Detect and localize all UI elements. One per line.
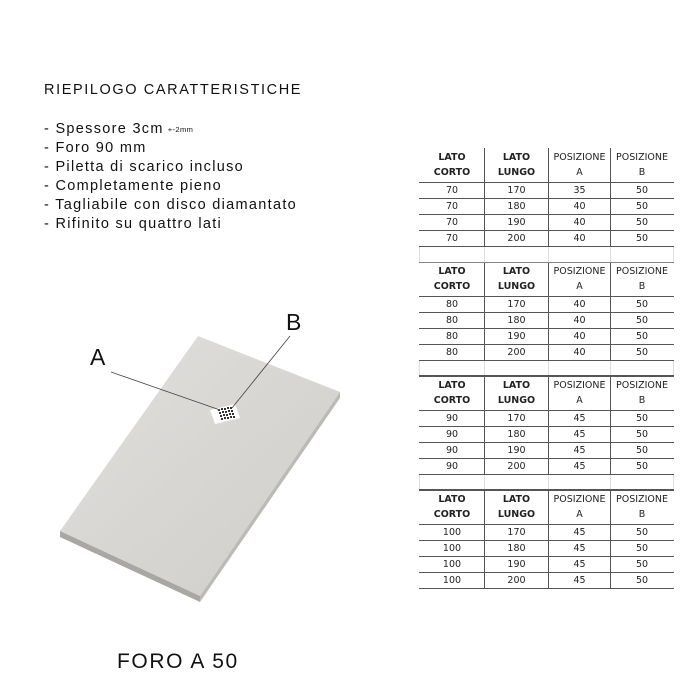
cell: 170 — [485, 410, 549, 426]
cell: 40 — [549, 344, 611, 360]
cell: 40 — [549, 312, 611, 328]
cell: 70 — [420, 214, 485, 230]
cell: 90 — [420, 442, 485, 458]
cell: 100 — [420, 524, 485, 540]
cell: 50 — [611, 214, 674, 230]
shower-tray-illustration — [0, 300, 360, 610]
cell: 100 — [420, 572, 485, 588]
cell: 100 — [420, 540, 485, 556]
position-a-label: A — [90, 344, 106, 370]
table-row — [420, 230, 674, 246]
cell: 40 — [549, 214, 611, 230]
cell: 70 — [420, 182, 485, 198]
cell: 50 — [611, 540, 674, 556]
cell: 50 — [611, 312, 674, 328]
cell: 190 — [485, 328, 549, 344]
cell: 200 — [485, 572, 549, 588]
header-lato-lungo: LATO LUNGO — [485, 376, 549, 410]
feature-item: - Tagliabile con disco diamantato — [44, 197, 298, 213]
cell: 45 — [549, 556, 611, 572]
feature-item: - Rifinito su quattro lati — [44, 216, 223, 232]
cell: 90 — [420, 426, 485, 442]
spacer-row — [420, 246, 674, 262]
summary-title: RIEPILOGO CARATTERISTICHE — [44, 82, 303, 98]
header-posizione-a: POSIZIONE A — [549, 148, 611, 182]
cell: 50 — [611, 556, 674, 572]
cell: 50 — [611, 442, 674, 458]
cell: 40 — [549, 296, 611, 312]
table-row — [420, 572, 674, 588]
feature-list — [44, 120, 297, 234]
cell: 70 — [420, 230, 485, 246]
header-lato-corto: LATO CORTO — [420, 262, 485, 296]
cell: 180 — [485, 198, 549, 214]
table-row — [420, 540, 674, 556]
table-row — [420, 410, 674, 426]
cell: 45 — [549, 524, 611, 540]
cell: 90 — [420, 410, 485, 426]
table-row — [420, 214, 674, 230]
header-posizione-a: POSIZIONE A — [549, 376, 611, 410]
header-lato-corto: LATO CORTO — [420, 490, 485, 524]
feature-item: - Foro 90 mm — [44, 140, 147, 156]
cell: 35 — [549, 182, 611, 198]
feature-item: - Piletta di scarico incluso — [44, 159, 244, 175]
header-posizione-a: POSIZIONE A — [549, 262, 611, 296]
header-lato-corto: LATO CORTO — [420, 148, 485, 182]
cell: 200 — [485, 230, 549, 246]
drain-position-title: FORO A 50 — [117, 650, 239, 673]
cell: 170 — [485, 524, 549, 540]
table-row — [420, 296, 674, 312]
cell: 80 — [420, 312, 485, 328]
tray-surface — [60, 336, 340, 596]
table-header-row — [420, 490, 674, 524]
table-row — [420, 442, 674, 458]
cell: 180 — [485, 426, 549, 442]
cell: 45 — [549, 442, 611, 458]
cell: 190 — [485, 442, 549, 458]
table-row — [420, 182, 674, 198]
cell: 40 — [549, 230, 611, 246]
table-header-row — [420, 148, 674, 182]
cell: 50 — [611, 458, 674, 474]
cell: 80 — [420, 296, 485, 312]
cell: 45 — [549, 426, 611, 442]
cell: 50 — [611, 344, 674, 360]
cell: 50 — [611, 524, 674, 540]
cell: 200 — [485, 344, 549, 360]
header-lato-corto: LATO CORTO — [420, 376, 485, 410]
cell: 190 — [485, 556, 549, 572]
cell: 100 — [420, 556, 485, 572]
cell: 200 — [485, 458, 549, 474]
cell: 70 — [420, 198, 485, 214]
cell: 45 — [549, 458, 611, 474]
cell: 45 — [549, 572, 611, 588]
cell: 50 — [611, 426, 674, 442]
header-posizione-b: POSIZIONE B — [611, 490, 674, 524]
feature-text: - Spessore 3cm — [44, 121, 164, 137]
table-row — [420, 458, 674, 474]
cell: 40 — [549, 328, 611, 344]
cell: 45 — [549, 410, 611, 426]
cell: 45 — [549, 540, 611, 556]
header-posizione-b: POSIZIONE B — [611, 262, 674, 296]
cell: 50 — [611, 410, 674, 426]
table-row — [420, 198, 674, 214]
table-row — [420, 556, 674, 572]
header-posizione-b: POSIZIONE B — [611, 376, 674, 410]
header-posizione-a: POSIZIONE A — [549, 490, 611, 524]
cell: 170 — [485, 182, 549, 198]
cell: 90 — [420, 458, 485, 474]
position-b-label: B — [286, 309, 302, 335]
cell: 180 — [485, 540, 549, 556]
header-lato-lungo: LATO LUNGO — [485, 148, 549, 182]
feature-note: +-2mm — [167, 125, 194, 134]
table-row — [420, 328, 674, 344]
cell: 180 — [485, 312, 549, 328]
table-header-row — [420, 262, 674, 296]
feature-item — [44, 120, 297, 139]
cell: 80 — [420, 344, 485, 360]
feature-item: - Completamente pieno — [44, 178, 223, 194]
cell: 50 — [611, 198, 674, 214]
spacer-row — [420, 360, 674, 376]
dimensions-table — [419, 148, 674, 589]
table-row — [420, 344, 674, 360]
cell: 190 — [485, 214, 549, 230]
table-row — [420, 524, 674, 540]
cell: 40 — [549, 198, 611, 214]
cell: 170 — [485, 296, 549, 312]
cell: 50 — [611, 328, 674, 344]
cell: 50 — [611, 230, 674, 246]
cell: 50 — [611, 572, 674, 588]
header-lato-lungo: LATO LUNGO — [485, 490, 549, 524]
table-row — [420, 312, 674, 328]
table-row — [420, 426, 674, 442]
table-header-row — [420, 376, 674, 410]
spacer-row — [420, 474, 674, 490]
header-posizione-b: POSIZIONE B — [611, 148, 674, 182]
cell: 50 — [611, 182, 674, 198]
cell: 80 — [420, 328, 485, 344]
header-lato-lungo: LATO LUNGO — [485, 262, 549, 296]
cell: 50 — [611, 296, 674, 312]
